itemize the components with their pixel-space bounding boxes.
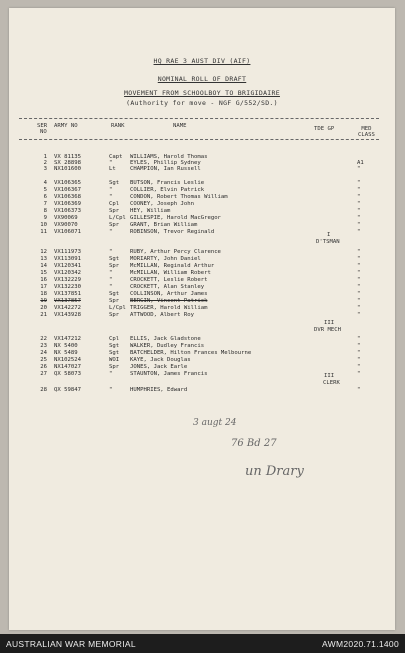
table-row xyxy=(9,166,395,173)
rank-cell: Sgt xyxy=(109,291,120,297)
ser-no-cell: 26 xyxy=(40,364,47,370)
army-no-cell: VX132230 xyxy=(54,284,81,290)
rank-cell: Sgt xyxy=(109,343,120,349)
ser-no-cell: 8 xyxy=(43,208,47,214)
med-class-cell: A1 xyxy=(357,160,364,166)
name-cell: EYLES, Phillip Sydney xyxy=(130,160,201,166)
army-no-cell: VX137857 xyxy=(54,298,81,304)
army-no-cell: VX113091 xyxy=(54,256,81,262)
ser-no-cell: 17 xyxy=(40,284,47,290)
name-cell: BATCHELDER, Hilton Frances Melbourne xyxy=(130,350,252,356)
rank-cell: Sgt xyxy=(109,350,120,356)
unit-heading: HQ RAE 3 AUST DIV (AIF) xyxy=(153,57,251,65)
table-row xyxy=(9,208,395,215)
army-no-cell: QX 58073 xyxy=(54,371,81,377)
rank-cell: L/Cpl xyxy=(109,305,126,311)
name-cell: CROCKETT, Leslie Robert xyxy=(130,277,208,283)
name-cell: CROCKETT, Alan Stanley xyxy=(130,284,205,290)
rank-cell: " xyxy=(109,249,113,255)
rank-cell: Spr xyxy=(109,208,120,214)
table-row xyxy=(9,263,395,270)
med-class-cell: " xyxy=(357,166,361,172)
ser-no-cell: 27 xyxy=(40,371,47,377)
ser-no-cell: 16 xyxy=(40,277,47,283)
ser-no-cell: 6 xyxy=(43,194,47,200)
rank-cell: " xyxy=(109,229,113,235)
med-class-cell: " xyxy=(357,187,361,193)
name-cell: CONDON, Robert Thomas William xyxy=(130,194,228,200)
table-row xyxy=(9,305,395,312)
army-no-cell: VX147212 xyxy=(54,336,81,342)
army-no-cell: VX120342 xyxy=(54,270,81,276)
med-class-cell: " xyxy=(357,312,361,318)
med-class-cell: " xyxy=(357,298,361,304)
med-class-cell: " xyxy=(357,336,361,342)
rank-cell: " xyxy=(109,284,113,290)
name-cell: COLLIER, Elvin Patrick xyxy=(130,187,205,193)
army-no-cell: VX111973 xyxy=(54,249,81,255)
ser-no-cell: 11 xyxy=(40,229,47,235)
med-class-cell: " xyxy=(357,201,361,207)
med-class-cell: " xyxy=(357,305,361,311)
table-row xyxy=(9,215,395,222)
ser-no-cell: 10 xyxy=(40,222,47,228)
army-no-cell: VX120341 xyxy=(54,263,81,269)
ser-no-cell: 25 xyxy=(40,357,47,363)
ser-no-cell: 21 xyxy=(40,312,47,318)
movement-title: MOVEMENT FROM SCHOOLBOY TO BRIGIDAIRE xyxy=(124,89,280,97)
ser-no-cell: 7 xyxy=(43,201,47,207)
name-cell: JONES, Jack Earle xyxy=(130,364,188,370)
name-cell: HUMPHRIES, Edward xyxy=(130,387,188,393)
rank-cell: Cpl xyxy=(109,201,120,207)
ser-no-cell: 14 xyxy=(40,263,47,269)
trade-note-3: III xyxy=(324,320,335,326)
med-class-cell: " xyxy=(357,208,361,214)
name-cell: BERGIN, Vincent Patrick xyxy=(130,298,208,304)
rank-cell: WOI xyxy=(109,357,120,363)
name-cell: STAUNTON, James Francis xyxy=(130,371,208,377)
ser-no-cell: 2 xyxy=(43,160,47,166)
med-class-cell: " xyxy=(357,180,361,186)
name-cell: RUBY, Arthur Percy Clarence xyxy=(130,249,221,255)
rank-cell: " xyxy=(109,160,113,166)
med-class-cell: " xyxy=(357,256,361,262)
army-no-cell: NX101600 xyxy=(54,166,81,172)
table-row xyxy=(9,336,395,343)
army-no-cell: VX90070 xyxy=(54,222,78,228)
document-page xyxy=(9,8,395,630)
ser-no-cell: 24 xyxy=(40,350,47,356)
rank-cell: Lt xyxy=(109,166,116,172)
header-rule-bottom xyxy=(19,139,379,140)
ser-no-cell: 1 xyxy=(43,154,47,160)
trade-note-5: III xyxy=(324,373,335,379)
name-cell: HEY, William xyxy=(130,208,171,214)
handwritten-date: 3 augt 24 xyxy=(193,418,237,428)
name-cell: ELLIS, Jack Gladstone xyxy=(130,336,201,342)
rank-cell: Spr xyxy=(109,312,120,318)
army-no-cell: VX132229 xyxy=(54,277,81,283)
table-row xyxy=(9,343,395,350)
rank-cell: Spr xyxy=(109,222,120,228)
army-no-cell: VX 81135 xyxy=(54,154,81,160)
med-class-cell: " xyxy=(357,364,361,370)
rank-cell: " xyxy=(109,187,113,193)
trade-note-4: DVR MECH xyxy=(314,327,341,333)
army-no-cell: NX 5489 xyxy=(54,350,78,356)
ser-no-cell: 23 xyxy=(40,343,47,349)
name-cell: ATTWOOD, Albert Roy xyxy=(130,312,194,318)
army-no-cell: VX106071 xyxy=(54,229,81,235)
rank-cell: Spr xyxy=(109,263,120,269)
rank-cell: Spr xyxy=(109,298,120,304)
army-no-cell: VX142272 xyxy=(54,305,81,311)
ser-no-cell: 20 xyxy=(40,305,47,311)
ser-no-cell: 18 xyxy=(40,291,47,297)
table-row xyxy=(9,277,395,284)
archive-ref: AWM2020.71.1400 xyxy=(322,639,399,649)
trade-note-2: D'TSMAN xyxy=(316,239,340,245)
army-no-cell: VX106369 xyxy=(54,201,81,207)
table-row xyxy=(9,291,395,298)
ser-no-cell: 9 xyxy=(43,215,47,221)
ser-no-cell: 22 xyxy=(40,336,47,342)
name-cell: McMILLAN, William Robert xyxy=(130,270,211,276)
med-class-cell: " xyxy=(357,249,361,255)
rank-cell: " xyxy=(109,270,113,276)
med-class-cell: " xyxy=(357,263,361,269)
name-cell: KAYE, Jack Douglas xyxy=(130,357,191,363)
name-cell: ROBINSON, Trevor Reginald xyxy=(130,229,215,235)
rank-cell: Cpl xyxy=(109,336,120,342)
table-row xyxy=(9,312,395,319)
name-cell: WILLIAMS, Harold Thomas xyxy=(130,154,208,160)
army-no-cell: NX 5400 xyxy=(54,343,78,349)
col-med-class: MED CLASS xyxy=(358,126,375,138)
col-army-no: ARMY NO xyxy=(54,123,78,129)
table-row xyxy=(9,387,395,394)
col-rank: RANK xyxy=(111,123,125,129)
table-row xyxy=(9,350,395,357)
med-class-cell: " xyxy=(357,277,361,283)
table-row xyxy=(9,270,395,277)
army-no-cell: VX106367 xyxy=(54,187,81,193)
army-no-cell: SX 28898 xyxy=(54,160,81,166)
rank-cell: " xyxy=(109,194,113,200)
table-row xyxy=(9,298,395,305)
ser-no-cell: 12 xyxy=(40,249,47,255)
med-class-cell: " xyxy=(357,270,361,276)
rank-cell: Spr xyxy=(109,364,120,370)
table-row xyxy=(9,180,395,187)
signature: un Drary xyxy=(245,464,304,479)
ser-no-cell: 13 xyxy=(40,256,47,262)
name-cell: MORIARTY, John Daniel xyxy=(130,256,201,262)
rank-cell: Capt xyxy=(109,154,123,160)
med-class-cell: " xyxy=(357,350,361,356)
col-ser-no: SER NO xyxy=(37,123,48,135)
table-row xyxy=(9,357,395,364)
army-no-cell: NX147027 xyxy=(54,364,81,370)
table-row xyxy=(9,222,395,229)
trade-note-1: I xyxy=(327,232,331,238)
ser-no-cell: 19 xyxy=(40,298,47,304)
army-no-cell: VX90069 xyxy=(54,215,78,221)
rank-cell: " xyxy=(109,277,113,283)
table-row xyxy=(9,201,395,208)
name-cell: CHAMPION, Ian Russell xyxy=(130,166,201,172)
table-row xyxy=(9,371,395,378)
rank-cell: L/Cpl xyxy=(109,215,126,221)
trade-note-6: CLERK xyxy=(323,380,340,386)
army-no-cell: VX106368 xyxy=(54,194,81,200)
table-row xyxy=(9,249,395,256)
army-no-cell: VX106365 xyxy=(54,180,81,186)
med-class-cell: " xyxy=(357,387,361,393)
table-row xyxy=(9,194,395,201)
med-class-cell: " xyxy=(357,222,361,228)
rank-cell: Sgt xyxy=(109,256,120,262)
med-class-cell: " xyxy=(357,284,361,290)
ser-no-cell: 3 xyxy=(43,166,47,172)
med-class-cell: " xyxy=(357,229,361,235)
name-cell: TRIGGER, Harold William xyxy=(130,305,208,311)
ser-no-cell: 28 xyxy=(40,387,47,393)
table-row xyxy=(9,364,395,371)
med-class-cell: " xyxy=(357,371,361,377)
col-tde-gp: TDE GP xyxy=(314,126,335,132)
name-cell: WALKER, Dudley Francis xyxy=(130,343,205,349)
ser-no-cell: 4 xyxy=(43,180,47,186)
table-row xyxy=(9,284,395,291)
rank-cell: " xyxy=(109,387,113,393)
ser-no-cell: 15 xyxy=(40,270,47,276)
archive-footer xyxy=(0,634,405,653)
archive-name: AUSTRALIAN WAR MEMORIAL xyxy=(6,639,136,649)
name-cell: GRANT, Brian William xyxy=(130,222,198,228)
ser-no-cell: 5 xyxy=(43,187,47,193)
med-class-cell: " xyxy=(357,215,361,221)
name-cell: McMILLAN, Reginald Arthur xyxy=(130,263,215,269)
table-row xyxy=(9,229,395,236)
med-class-cell: " xyxy=(357,343,361,349)
name-cell: COONEY, Joseph John xyxy=(130,201,194,207)
name-cell: COLLINSON, Arthur James xyxy=(130,291,208,297)
authority-line: (Authority for move - NGF G/552/SD.) xyxy=(126,99,278,107)
header-rule-top xyxy=(19,118,379,119)
table-row xyxy=(9,256,395,263)
rank-cell: Sgt xyxy=(109,180,120,186)
army-no-cell: VX143928 xyxy=(54,312,81,318)
med-class-cell: " xyxy=(357,357,361,363)
med-class-cell: " xyxy=(357,194,361,200)
rank-cell: " xyxy=(109,371,113,377)
army-no-cell: VX106373 xyxy=(54,208,81,214)
army-no-cell: NX102524 xyxy=(54,357,81,363)
col-name: NAME xyxy=(173,123,187,129)
army-no-cell: QX 59847 xyxy=(54,387,81,393)
roll-title: NOMINAL ROLL OF DRAFT xyxy=(157,75,247,83)
med-class-cell: " xyxy=(357,291,361,297)
table-row xyxy=(9,187,395,194)
name-cell: BUTSON, Francis Leslie xyxy=(130,180,205,186)
name-cell: GILLESPIE, Harold MacGregor xyxy=(130,215,221,221)
army-no-cell: VX137851 xyxy=(54,291,81,297)
handwritten-note: 76 Bd 27 xyxy=(231,438,277,449)
